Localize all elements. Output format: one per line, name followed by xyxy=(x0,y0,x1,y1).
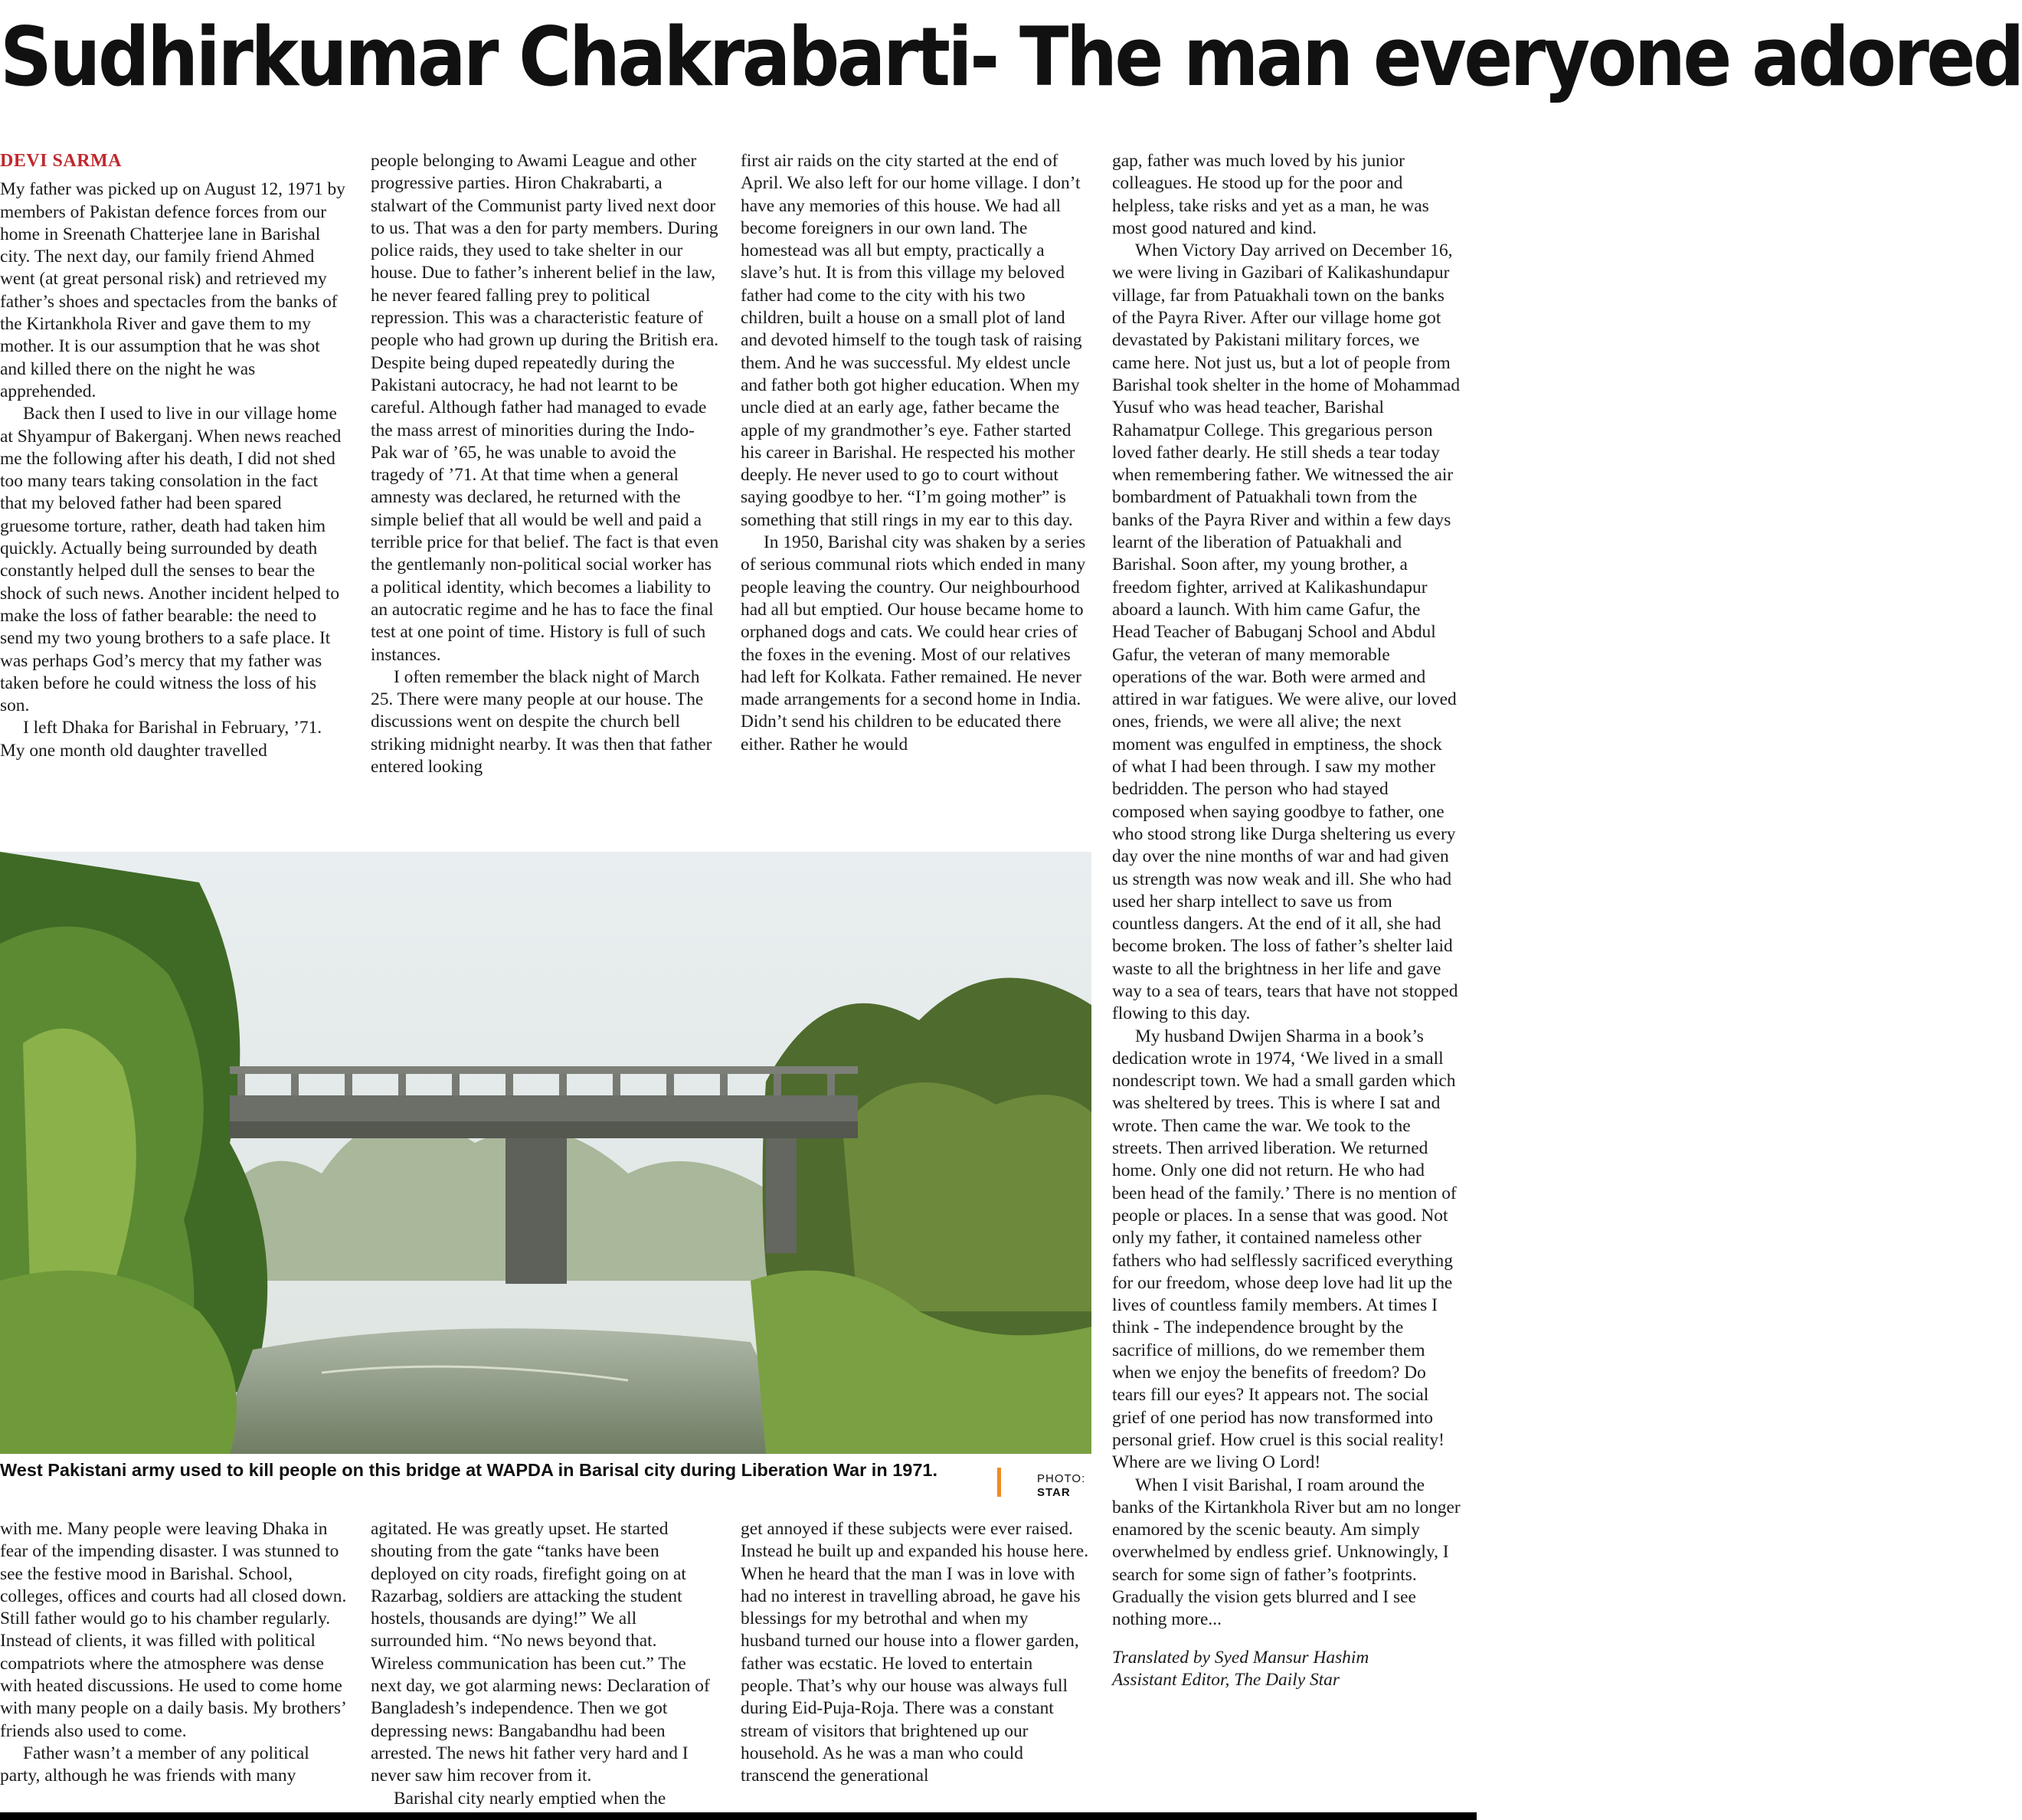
paragraph: Back then I used to live in our village home at Shyampur of Bakerganj. When news reached me the following after his death, I did not shed too many tears taking consolation in the fact that my beloved father had been spared gruesome torture, rather, death had taken him quickly. Actually being surrounded by death constantly helped dull the senses to bear the shock of such news. Another incident helped to make the loss of father bearable: the need to send my two young brothers to a safe place. It was perhaps God’s mercy that my father was taken before he could witness the loss of his son. xyxy=(0,404,342,716)
headline: Sudhirkumar Chakrabarti- The man everyone adored xyxy=(0,10,2022,104)
column-3-top xyxy=(741,150,1089,824)
byline: DEVI SARMA xyxy=(0,151,123,171)
translator-credit: Translated by Syed Mansur Hashim xyxy=(1112,1647,1369,1668)
column-3-bottom xyxy=(741,1518,1089,1812)
paragraph: My husband Dwijen Sharma in a book’s dedication wrote in 1974, ‘We lived in a small nondescript town. We had a small garden which was sheltered by trees. This is where I sat and wrote. Then came the war. We took to the streets. Then arrived liberation. We returned home. Only one did not return. He who had been head of the family.’ There is no mention of people or places. In a sense that was good. Not only my father, it contained nameless other fathers who had selflessly sacrificed everything for our freedom, whose deep love had lit up the lives of countless family members. At times I think - The independence brought by the sacrifice of millions, do we remember them when we enjoy the benefits of freedom? Do tears fill our eyes? It appears not. The social grief of one period has now transformed into personal grief. How cruel is this social reality! Where are we living O Lord! xyxy=(1112,1026,1457,1473)
bridge-photo xyxy=(0,852,1091,1454)
paragraph: with me. Many people were leaving Dhaka in fear of the impending disaster. I was stunned to see the festive mood in Barishal. School, colleges, offices and courts had all closed down. Still father would go to his chamber regularly. Instead of clients, it was filled with political compatriots where the atmosphere was dense with heated discussions. He used to come home with many people on a daily basis. My brothers’ friends also used to come. xyxy=(0,1519,347,1741)
paragraph: I left Dhaka for Barishal in February, ’71. My one month old daughter travelled xyxy=(0,718,322,761)
caption-accent-bar xyxy=(997,1468,1001,1497)
photo-credit-source: STAR xyxy=(1037,1486,1071,1499)
paragraph: people belonging to Awami League and other progressive parties. Hiron Chakrabarti, a stalwart of the Communist party lived next door to us. That was a den for party members. During police raids, they used to take shelter in our house. Due to father’s inherent belief in the law, he never feared falling prey to political repression. This was a characteristic feature of people who had grown up during the British era. Despite being duped repeatedly during the Pakistani autocracy, he had not learnt to be careful. Although father had managed to evade the mass arrest of minorities during the Indo-Pak war of ’65, he was unable to avoid the tragedy of ’71. At that time when a general amnesty was declared, he returned with the simple belief that all would be well and paid a terrible price for that belief. The fact is that even the gentlemanly non-political social worker has a political identity, which becomes a liability to an autocratic regime and he has to face the final test at one point of time. History is full of such instances. xyxy=(371,151,719,665)
paragraph: In 1950, Barishal city was shaken by a series of serious communal riots which ended in many people leaving the country. Our neighbourhood had all but emptied. Our house became home to orphaned dogs and cats. We could hear cries of the foxes in the evening. Most of our relatives had left for Kolkata. Father remained. He never made arrangements for a second home in India. Didn’t send his children to be educated there either. Rather he would xyxy=(741,532,1086,755)
photo-credit xyxy=(1037,1472,1085,1500)
paragraph: Father wasn’t a member of any political party, although he was friends with many xyxy=(0,1743,309,1786)
paragraph: agitated. He was greatly upset. He started shouting from the gate “tanks have been deployed on city roads, firefight going on at Razarbag, soldiers are attacking the student hostels, thousands are dying!” We all surrounded him. “No news beyond that. Wireless communication has been cut.” The next day, we got alarming news: Declaration of Bangladesh’s independence. Then we got depressing news: Bangabandhu had been arrested. The news hit father very hard and I never saw him recover from it. xyxy=(371,1519,710,1786)
photo-caption: West Pakistani army used to kill people on this bridge at WAPDA in Barisal city during Liberation War in 1971. xyxy=(0,1460,938,1480)
bottom-rule xyxy=(0,1812,1477,1820)
column-2-top xyxy=(371,150,719,824)
paragraph: My father was picked up on August 12, 1971 by members of Pakistan defence forces from our home in Sreenath Chatterjee lane in Barishal city. The next day, our family friend Ahmed went (at great personal risk) and retrieved my father’s shoes and spectacles from the banks of the Kirtankhola River and gave them to my mother. It is our assumption that he was shot and killed there on the night he was apprehended. xyxy=(0,179,345,401)
column-1-top xyxy=(0,150,348,824)
paragraph: gap, father was much loved by his junior colleagues. He stood up for the poor and helpless, take risks and yet as a man, he was most good natured and kind. xyxy=(1112,151,1429,238)
column-2-bottom xyxy=(371,1518,719,1812)
paragraph: I often remember the black night of March 25. There were many people at our house. The discussions went on despite the church bell striking midnight nearby. It was then that father entered looking xyxy=(371,666,712,777)
paragraph: get annoyed if these subjects were ever raised. Instead he built up and expanded his house here. When he heard that the man I was in love with had no interest in travelling abroad, he gave his blessings for my betrothal and when my husband turned our house into a flower garden, father was ecstatic. He loved to entertain people. That’s why our house was always full during Eid-Puja-Roja. There was a constant stream of visitors that brightened up our household. As he was a man who could transcend the generational xyxy=(741,1519,1089,1786)
paragraph: first air raids on the city started at the end of April. We also left for our home village. I don’t have any memories of this house. We had all become foreigners in our own land. The homestead was all but empty, practically a slave’s hut. It is from this village my beloved father had come to the city with his two children, built a house on a small plot of land and devoted himself to the tough task of raising them. And he was successful. My eldest uncle and father both got higher education. When my uncle died at an early age, father became the apple of my grandmother’s eye. Father started his career in Barishal. He respected his mother deeply. He never used to go to court without saying goodbye to her. “I’m going mother” is something that still rings in my ear to this day. xyxy=(741,151,1082,530)
paragraph: When I visit Barishal, I roam around the banks of the Kirtankhola River but am no longer enamored by the scenic beauty. Am simply overwhelmed by endless grief. Unknowingly, I search for some sign of father’s footprints. Gradually the vision gets blurred and I see nothing more... xyxy=(1112,1475,1461,1630)
photo-credit-label: PHOTO: xyxy=(1037,1472,1086,1485)
paragraph: Barishal city nearly emptied when the xyxy=(394,1788,666,1809)
column-1-bottom xyxy=(0,1518,348,1812)
translator-title: Assistant Editor, The Daily Star xyxy=(1112,1669,1340,1690)
column-4 xyxy=(1112,150,1461,1812)
paragraph: When Victory Day arrived on December 16, we were living in Gazibari of Kalikashundapur village, far from Patuakhali town on the banks of the Payra River. After our village home got devastated by Pakistani military forces, we came here. Not just us, but a lot of people from Barishal took shelter in the home of Mohammad Yusuf who was head teacher, Barishal Rahamatpur College. This gregarious person loved father dearly. He still sheds a tear today when remembering father. We witnessed the air bombardment of Patuakhali town from the banks of the Payra River and within a few days learnt of the liberation of Patuakhali and Barishal. Soon after, my young brother, a freedom fighter, arrived at Kalikashundapur aboard a launch. With him came Gafur, the Head Teacher of Babuganj School and Abdul Gafur, the veteran of many memorable operations of the war. Both were armed and attired in war fatigues. We were alive, our loved ones, friends, we were all alive; the next moment was engulfed in emptiness, the shock of what I had been through. I saw my mother bedridden. The person who had stayed composed when saying goodbye to father, one who stood strong like Durga sheltering us every day over the nine months of war and had given us strength was now weak and ill. She who had used her sharp intellect to save us from countless dangers. At the end of it all, she had become broken. The loss of father’s shelter laid waste to all the brightness in her life and gave way to a sea of tears, tears that have not stopped flowing to this day. xyxy=(1112,241,1461,1024)
